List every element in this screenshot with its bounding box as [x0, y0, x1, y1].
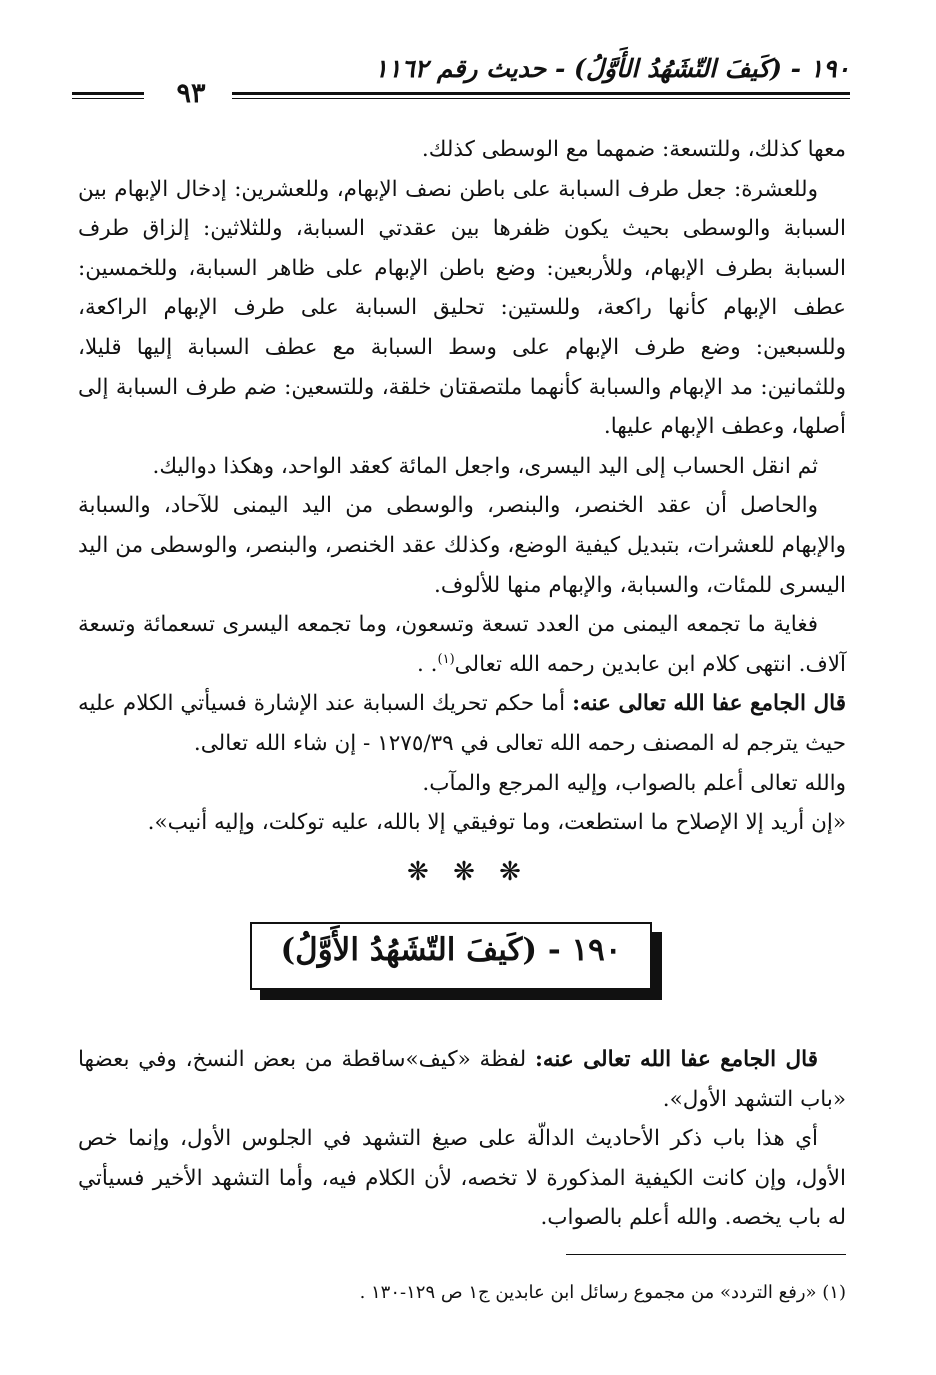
- paragraph: أي هذا باب ذكر الأحاديث الدالّة على صيغ التشهد في الجلوس الأول، وإنما خص الأول، وإن كانت الكيفية المذكورة لا تخصه، لأن الكلام فيه، وأما التشهد الأخير فسيأتي له باب يخصه. والله أعلم بالصواب.: [78, 1126, 846, 1231]
- paragraph: [78, 684, 846, 763]
- running-title: ١٩٠ - (كَيفَ التّشَهُدُ الأَوَّلُ) - حديث رقم ١١٦٢: [374, 54, 850, 83]
- paragraph: معها كذلك، وللتسعة: ضمهما مع الوسطى كذلك.: [421, 137, 846, 162]
- header-rule: [232, 92, 850, 99]
- chapter-heading-box: [250, 922, 652, 990]
- paragraph: والله تعالى أعلم بالصواب، وإليه المرجع والمآب.: [422, 770, 846, 796]
- author-note-lead: قال الجامع عفا الله تعالى عنه:: [534, 1047, 819, 1072]
- header-rule-left: [72, 92, 144, 99]
- section-separator: ❋ ❋ ❋: [407, 857, 529, 887]
- paragraph-text: فغاية ما تجمعه اليمنى من العدد تسعة وتسعون، وما تجمعه اليسرى تسعمائة وتسعة آلاف. انتهى كلام ابن عابدين رحمه الله تعالى: [78, 612, 846, 677]
- footnote: (١) «رفع التردد» من مجموع رسائل ابن عابدين ج١ ص ١٢٩-١٣٠ .: [359, 1282, 846, 1303]
- footnote-divider: [566, 1254, 846, 1255]
- page-number: ٩٣: [176, 78, 206, 109]
- paragraph: ثم انقل الحساب إلى اليد اليسرى، واجعل المائة كعقد الواحد، وهكذا دواليك.: [152, 453, 818, 479]
- footnote-reference[interactable]: (١): [437, 651, 455, 667]
- author-note-lead: قال الجامع عفا الله تعالى عنه:: [572, 691, 846, 717]
- body-section-2: [78, 1040, 846, 1238]
- paragraph-text: أما حكم تحريك السبابة عند الإشارة فسيأتي الكلام عليه حيث يترجم له المصنف رحمه الله تعالى في ١٢٧٥/٣٩ - إن شاء الله تعالى.: [78, 691, 846, 756]
- body-section-1: [78, 130, 846, 843]
- paragraph-text: لفظة «كيف»ساقطة من بعض النسخ، وفي بعضها «باب التشهد الأول».: [78, 1047, 846, 1112]
- page-header: [72, 52, 850, 110]
- paragraph: [78, 605, 846, 684]
- paragraph: والحاصل أن عقد الخنصر، والبنصر، والوسطى من اليد اليمنى للآحاد، والسبابة والإبهام للعشرات، بتبديل كيفية الوضع، وكذلك عقد الخنصر، والبنصر، والوسطى من اليد اليسرى للمئات، والسبابة، والإبهام منها للألوف.: [78, 493, 846, 598]
- paragraph: وللعشرة: جعل طرف السبابة على باطن نصف الإبهام، وللعشرين: إدخال الإبهام بين السبابة والوسطى بحيث يكون ظفرها بين عقدتي السبابة، وللثلاثين: إلزاق طرف السبابة بطرف الإبهام، وللأربعين: وضع باطن الإبهام على ظاهر السبابة، وللخمسين: عطف الإبهام كأنها راكعة، وللستين: تحليق السبابة على طرف الإبهام الراكعة، وللسبعين: وضع طرف الإبهام على وسط السبابة مع عطف السبابة إليها قليلا، وللثمانين: مد الإبهام والسبابة كأنهما ملتصقتان خلقة، وللتسعين: ضم طرف السبابة إلى أصلها، وعطف الإبهام عليها.: [78, 176, 846, 440]
- paragraph: «إن أريد إلا الإصلاح ما استطعت، وما توفيقي إلا بالله، عليه توكلت، وإليه أنيب».: [147, 810, 846, 836]
- paragraph: [78, 1040, 846, 1119]
- paragraph-text: . .: [416, 651, 438, 677]
- chapter-title: ١٩٠ - (كَيفَ التّشَهُدُ الأَوَّلُ): [280, 932, 622, 968]
